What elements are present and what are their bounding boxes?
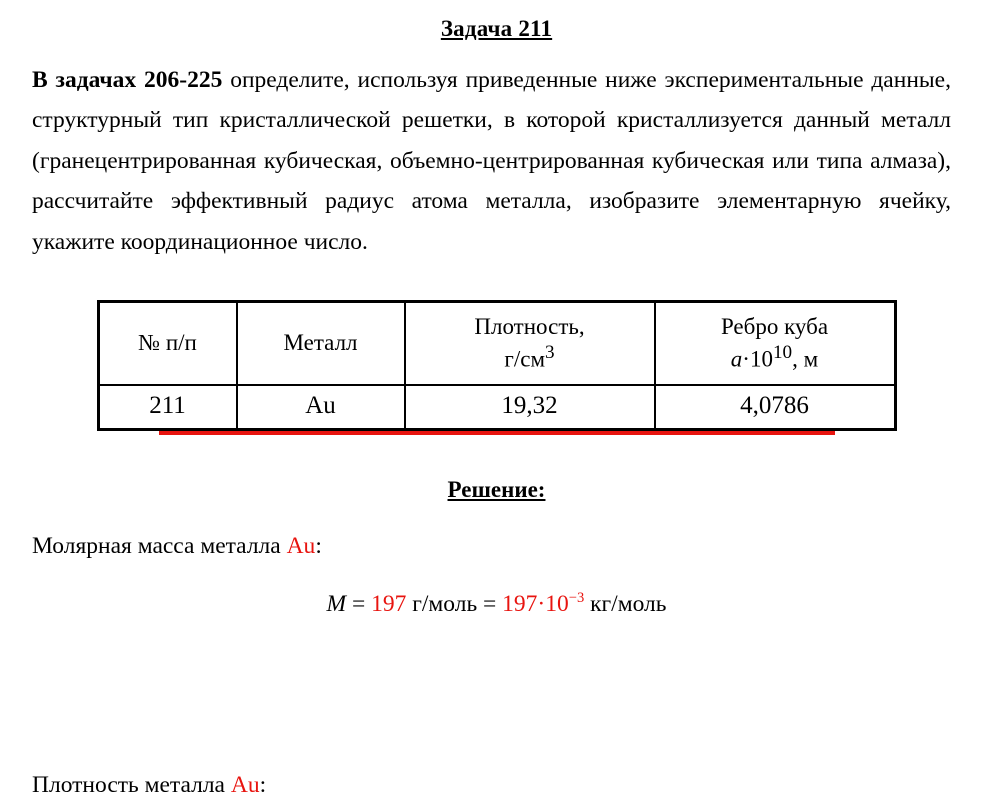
edge-header-line1: Ребро куба [720, 314, 829, 340]
solution-heading: Решение: [447, 476, 546, 502]
edge-power-base: ·10 [742, 346, 773, 372]
molar-mass-label-prefix: Молярная масса металла [32, 532, 287, 559]
page-title: Задача 211 [440, 16, 553, 41]
molar-mass-formula [30, 590, 963, 618]
table-body [98, 385, 895, 430]
edge-unit: , м [792, 346, 819, 372]
edge-header-line2 [670, 341, 880, 374]
edge-power-exponent: 10 [772, 342, 793, 364]
density-header-line1: Плотность, [474, 314, 585, 340]
density-header-line2 [420, 341, 640, 374]
molar-mass-label-suffix: : [315, 532, 322, 559]
column-header-number: № п/п [98, 302, 237, 385]
cell-number: 211 [98, 385, 237, 430]
molar-mass-metal-symbol: Au [286, 532, 316, 559]
density-unit-text: г/см [504, 346, 545, 372]
molar-mass-label [32, 529, 963, 564]
table-row [98, 385, 895, 430]
edge-variable: a [730, 346, 743, 372]
task-paragraph-rest: определите, используя приведенные ниже экспериментальные данные, структурный тип кристаллической решетки, в которой кристаллизуется данный металл (гранецентрированная кубическая, объемно-центрированная кубическая или типа алмаза), рассчитайте эффективный радиус атома металла, изобразите элементарную ячейку, укажите координационное число. [32, 67, 951, 255]
formula-variable-m: M [326, 590, 347, 617]
column-header-density [405, 302, 655, 385]
formula-value-kg: 197 [502, 590, 538, 617]
density-label-prefix: Плотность металла [32, 771, 231, 798]
red-underline-rule [159, 431, 835, 435]
task-paragraph [32, 60, 951, 262]
cell-cube-edge: 4,0786 [655, 385, 896, 430]
data-table-container [30, 300, 963, 431]
formula-unit-kg: кг/моль [584, 590, 667, 617]
formula-power-exponent: −3 [568, 590, 585, 607]
task-paragraph-lead: В задачах 206-225 [32, 67, 223, 93]
cell-metal: Au [237, 385, 405, 430]
column-header-cube-edge [655, 302, 896, 385]
density-label-suffix: : [259, 771, 267, 798]
formula-power-base: ·10 [537, 590, 569, 617]
formula-equals: = [346, 590, 372, 617]
metal-data-table [97, 300, 897, 431]
density-unit-exponent: 3 [545, 342, 555, 364]
density-metal-symbol: Au [230, 771, 260, 798]
table-header-row [98, 302, 895, 385]
table-head [98, 302, 895, 385]
column-header-metal: Металл [237, 302, 405, 385]
formula-value-grams: 197 [371, 590, 407, 617]
formula-unit-grams: г/моль = [406, 590, 503, 617]
cell-density: 19,32 [405, 385, 655, 430]
